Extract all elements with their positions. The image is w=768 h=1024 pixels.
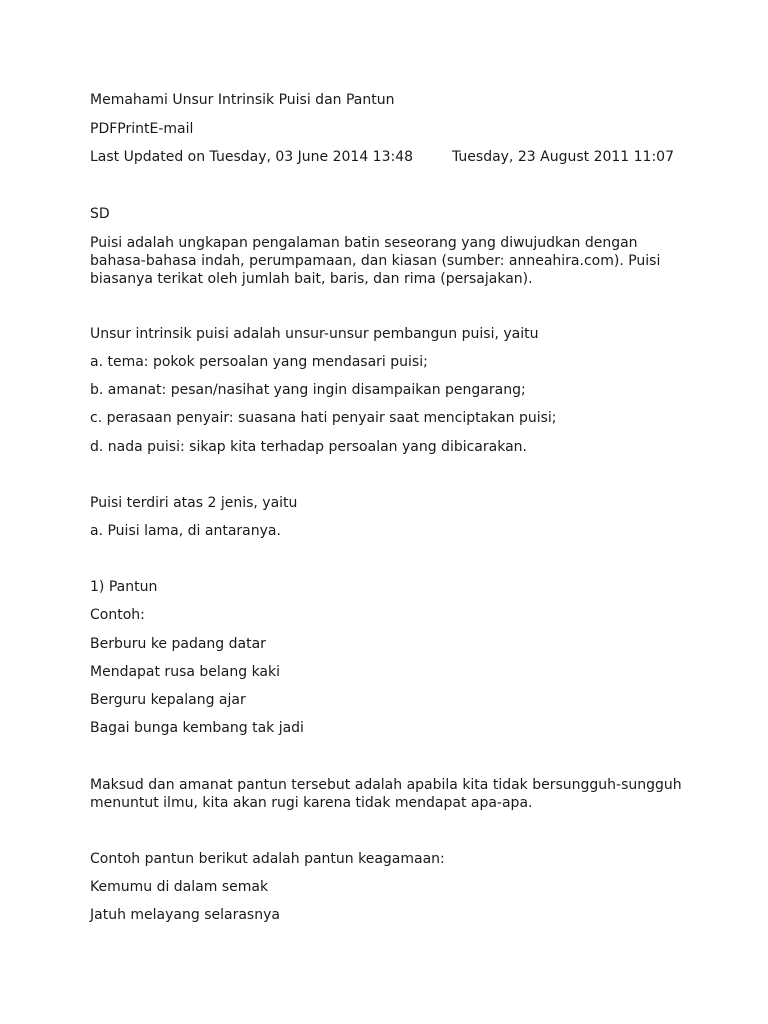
keagamaan-line: Jatuh melayang selarasnya [90, 907, 280, 923]
unsur-item: b. amanat: pesan/nasihat yang ingin disampaikan pengarang; [90, 382, 526, 398]
unsur-heading: Unsur intrinsik puisi adalah unsur-unsur pembangun puisi, yaitu [90, 326, 539, 342]
keagamaan-heading: Contoh pantun berikut adalah pantun keagamaan: [90, 851, 445, 867]
pantun-line: Mendapat rusa belang kaki [90, 664, 281, 680]
maksud-line: menuntut ilmu, kita akan rugi karena tidak mendapat apa-apa. [90, 795, 533, 811]
published-date: Tuesday, 23 August 2011 11:07 [452, 149, 674, 165]
contoh-label: Contoh: [90, 607, 145, 623]
last-updated: Last Updated on Tuesday, 03 June 2014 13:48 [90, 149, 414, 165]
pantun-line: Bagai bunga kembang tak jadi [90, 720, 304, 736]
maksud-paragraph [90, 776, 690, 812]
intro-line: bahasa-bahasa indah, perumpamaan, dan kiasan (sumber: anneahira.com). Puisi [90, 253, 661, 269]
category-label: SD [90, 206, 110, 222]
intro-line: biasanya terikat oleh jumlah bait, baris, dan rima (persajakan). [90, 271, 533, 287]
date-line [90, 149, 690, 166]
unsur-item: c. perasaan penyair: suasana hati penyair saat menciptakan puisi; [90, 410, 557, 426]
unsur-item: a. tema: pokok persoalan yang mendasari puisi; [90, 354, 428, 370]
keagamaan-line: Kemumu di dalam semak [90, 879, 269, 895]
document-title: Memahami Unsur Intrinsik Puisi dan Pantun [90, 92, 395, 108]
jenis-item: a. Puisi lama, di antaranya. [90, 523, 281, 539]
maksud-line: Maksud dan amanat pantun tersebut adalah apabila kita tidak bersungguh-sungguh [90, 777, 682, 793]
pdf-print-email-links[interactable]: PDFPrintE-mail [90, 121, 194, 137]
intro-paragraph [90, 234, 690, 288]
pantun-line: Berburu ke padang datar [90, 636, 266, 652]
unsur-item: d. nada puisi: sikap kita terhadap persoalan yang dibicarakan. [90, 439, 527, 455]
jenis-heading: Puisi terdiri atas 2 jenis, yaitu [90, 495, 298, 511]
pantun-heading: 1) Pantun [90, 579, 158, 595]
intro-line: Puisi adalah ungkapan pengalaman batin seseorang yang diwujudkan dengan [90, 235, 638, 251]
pantun-line: Berguru kepalang ajar [90, 692, 246, 708]
